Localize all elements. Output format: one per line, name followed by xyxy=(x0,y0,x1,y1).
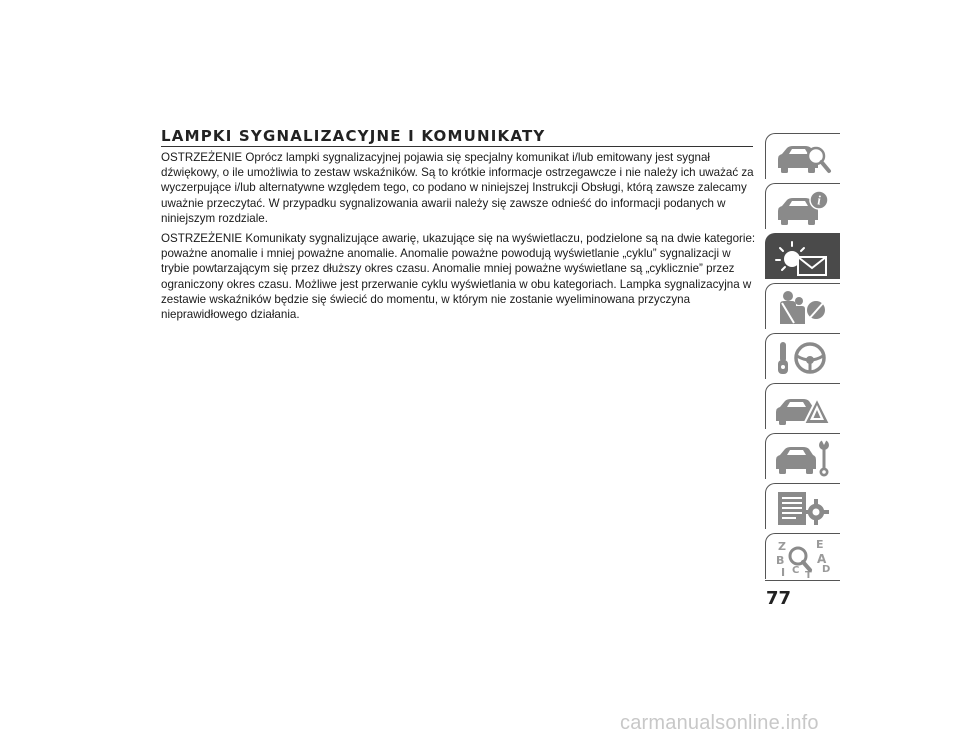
airbag-passenger-icon xyxy=(772,288,832,328)
car-magnifier-icon xyxy=(772,138,832,178)
index-letter: D xyxy=(822,564,831,575)
specifications-gear-icon xyxy=(772,488,832,528)
chapter-tabs xyxy=(765,133,841,583)
index-letter: B xyxy=(776,554,785,567)
sidebar-divider xyxy=(765,580,840,581)
page-number: 77 xyxy=(766,588,792,609)
index-letter: C xyxy=(792,565,800,576)
page-content xyxy=(161,150,757,327)
warning-paragraph-1: OSTRZEŻENIE Oprócz lampki sygnalizacyjnej pojawia się specjalny komunikat i/lub emitowany jest sygnał dźwiękowy, o ile umożliwia to zestaw wskaźników. Są to krótkie informacje ostrzegawcze i nie należy ich uważać za wyczerpujące i/lub alternatywne względem tego, co podano w niniejszej Instrukcji Obsługi, którą zawsze zalecamy uważnie przeczytać. W przypadku sygnalizowania awarii należy się zawsze odnieść do informacji podanych w niniejszym rozdziale. xyxy=(161,151,754,225)
index-letter: E xyxy=(816,538,824,551)
car-warning-triangle-icon xyxy=(772,388,832,428)
warning-light-message-icon xyxy=(772,238,832,278)
tab-warning-lights[interactable] xyxy=(765,233,840,279)
alphabetical-index-icon xyxy=(772,538,832,578)
tab-car-info[interactable] xyxy=(765,183,840,229)
tab-starting-driving[interactable] xyxy=(765,333,840,379)
page-title: LAMPKI SYGNALIZACYJNE I KOMUNIKATY xyxy=(161,127,546,145)
key-steering-wheel-icon xyxy=(772,338,832,378)
car-wrench-icon xyxy=(772,438,832,478)
index-letter: A xyxy=(817,552,827,566)
title-divider xyxy=(161,146,753,147)
warning-paragraph-2: OSTRZEŻENIE Komunikaty sygnalizujące awarię, ukazujące się na wyświetlaczu, podzielone są na dwie kategorie: poważne anomalie i mniej poważne anomalie. Anomalie poważne powodują wyświetlanie „cyklu” sygnalizacji w trybie powtarzającym się przez dłuższy okres czasu. Anomalie mniej poważne wyświetlane są „cyklicznie” przez ograniczony okres czasu. Możliwe jest przerwanie cyklu wyświetlania w obu kategoriach. Lampka sygnalizacyjna w zestawie wskaźników będzie się świecić do momentu, w którym nie zostanie wyeliminowana przyczyna nieprawidłowego działania. xyxy=(161,232,756,322)
index-letter: T xyxy=(805,570,812,578)
index-letter: I xyxy=(781,566,786,578)
watermark: carmanualsonline.info xyxy=(620,712,819,734)
index-letter: Z xyxy=(778,540,786,553)
tab-safety[interactable] xyxy=(765,283,840,329)
tab-emergency[interactable] xyxy=(765,383,840,429)
svg-text:i: i xyxy=(817,192,821,208)
tab-alphabetical-index[interactable] xyxy=(765,533,840,579)
tab-maintenance[interactable] xyxy=(765,433,840,479)
tab-technical-data[interactable] xyxy=(765,483,840,529)
car-info-icon xyxy=(772,188,832,228)
tab-car-overview[interactable] xyxy=(765,133,840,179)
